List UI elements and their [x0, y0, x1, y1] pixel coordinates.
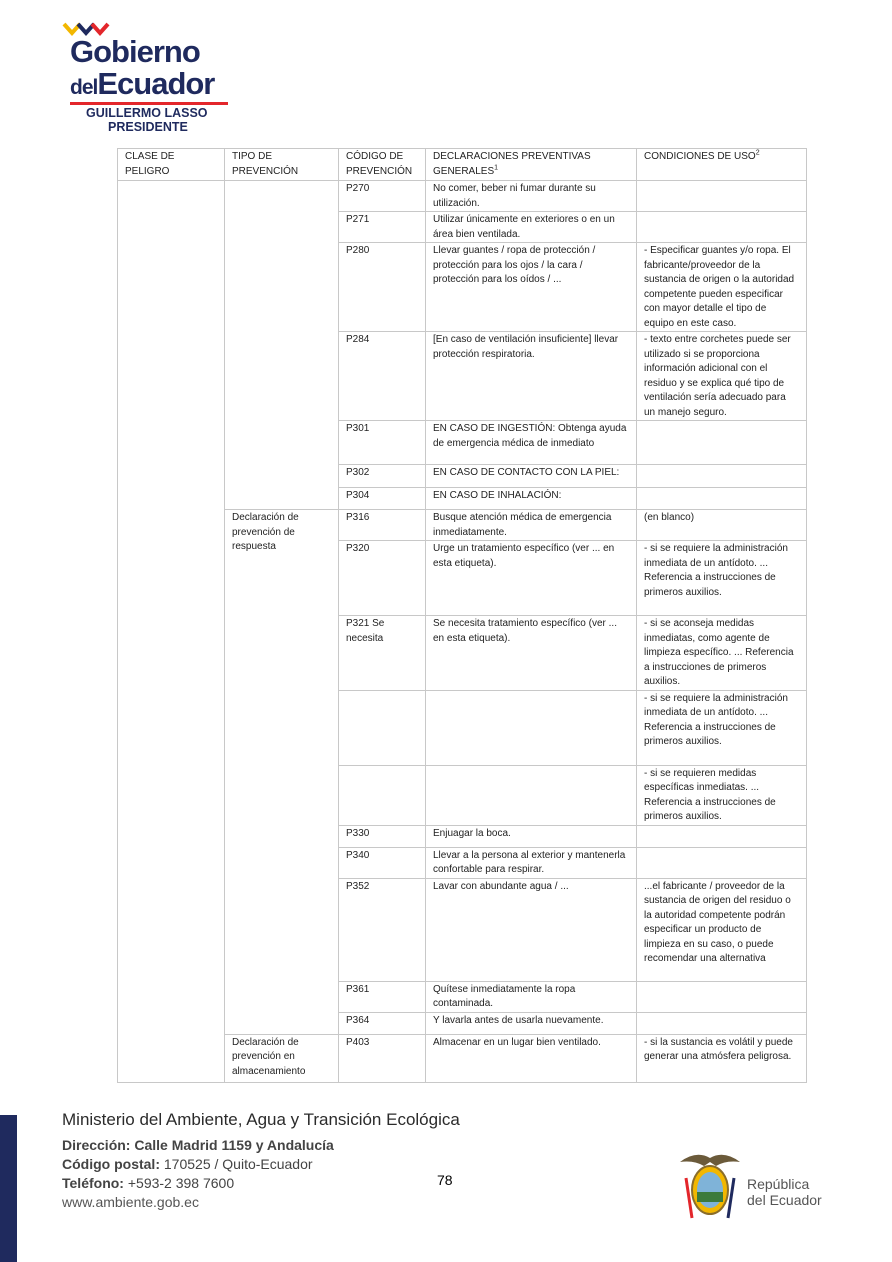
header-tipo: TIPO DE PREVENCIÓN: [225, 149, 339, 181]
condition-cell: (en blanco): [637, 510, 807, 541]
code-cell: P403: [339, 1034, 426, 1082]
condition-cell: [637, 488, 807, 510]
logo-ecuador-word: Ecuador: [97, 66, 215, 101]
code-cell: P304: [339, 488, 426, 510]
phone-value: +593-2 398 7600: [127, 1175, 235, 1191]
code-cell: P302: [339, 465, 426, 488]
statement-cell: Almacenar en un lugar bien ventilado.: [426, 1034, 637, 1082]
tipo-respuesta-cell: Declaración de prevención de respuesta: [225, 510, 339, 1035]
statement-cell: [En caso de ventilación insuficiente] llevar protección respiratoria.: [426, 332, 637, 421]
footer-address: [62, 1137, 334, 1153]
logo-del: del: [70, 76, 98, 99]
logo-ecuador: [70, 68, 214, 104]
statement-cell: Y lavarla antes de usarla nuevamente.: [426, 1012, 637, 1034]
statement-cell: Enjuagar la boca.: [426, 825, 637, 847]
header-condiciones-text: CONDICIONES DE USO: [644, 151, 756, 162]
statement-cell: Utilizar únicamente en exteriores o en un área bien ventilada.: [426, 212, 637, 243]
code-cell: P340: [339, 847, 426, 878]
president-name: GUILLERMO LASSO: [86, 106, 208, 120]
statement-cell: Se necesita tratamiento específico (ver ... en esta etiqueta).: [426, 616, 637, 691]
statement-cell: Llevar a la persona al exterior y mantenerla confortable para respirar.: [426, 847, 637, 878]
condition-cell: [637, 847, 807, 878]
table-header-row: [118, 149, 807, 181]
page-number: 78: [437, 1172, 453, 1188]
gobierno-logo: [62, 18, 242, 133]
code-cell: P364: [339, 1012, 426, 1034]
code-cell: P280: [339, 243, 426, 332]
code-cell: P352: [339, 878, 426, 981]
tipo-almacenamiento-cell: Declaración de prevención en almacenamiento: [225, 1034, 339, 1082]
condition-cell: [637, 981, 807, 1012]
postal-label: Código postal:: [62, 1156, 160, 1172]
condition-cell: - si se requiere la administración inmediata de un antídoto. ... Referencia a instrucciones de primeros auxilios.: [637, 541, 807, 616]
republic-line2: del Ecuador: [747, 1192, 822, 1208]
ministry-name: Ministerio del Ambiente, Agua y Transición Ecológica: [62, 1110, 460, 1129]
footer-website[interactable]: www.ambiente.gob.ec: [62, 1194, 199, 1210]
condition-cell: [637, 1012, 807, 1034]
condition-cell: - si se requieren medidas específicas inmediatas. ... Referencia a instrucciones de primeros auxilios.: [637, 765, 807, 825]
code-cell: P321 Se necesita: [339, 616, 426, 691]
code-cell: P361: [339, 981, 426, 1012]
statement-cell: Lavar con abundante agua / ...: [426, 878, 637, 981]
header-clase: CLASE DE PELIGRO: [118, 149, 225, 181]
header-codigo: CÓDIGO DE PREVENCIÓN: [339, 149, 426, 181]
code-cell: P316: [339, 510, 426, 541]
code-cell: P284: [339, 332, 426, 421]
code-cell: [339, 765, 426, 825]
statement-cell: Urge un tratamiento específico (ver ... en esta etiqueta).: [426, 541, 637, 616]
code-cell: P330: [339, 825, 426, 847]
footer-side-bar: [0, 1115, 17, 1262]
statement-cell: Busque atención médica de emergencia inmediatamente.: [426, 510, 637, 541]
precautionary-statements-table: [117, 148, 807, 1083]
phone-label: Teléfono:: [62, 1175, 124, 1191]
code-cell: P270: [339, 181, 426, 212]
condition-cell: - si se aconseja medidas inmediatas, como agente de limpieza específico. ... Referencia a instrucciones de primeros auxilios.: [637, 616, 807, 691]
address-value: Calle Madrid 1159 y Andalucía: [134, 1137, 334, 1153]
condition-cell: - si la sustancia es volátil y puede generar una atmósfera peligrosa.: [637, 1034, 807, 1082]
statement-cell: EN CASO DE INHALACIÓN:: [426, 488, 637, 510]
condition-cell: [637, 825, 807, 847]
condition-cell: - si se requiere la administración inmediata de un antídoto. ... Referencia a instrucciones de primeros auxilios.: [637, 690, 807, 765]
footnote-1: 1: [494, 164, 499, 172]
code-cell: [339, 690, 426, 765]
code-cell: P271: [339, 212, 426, 243]
statement-cell: [426, 765, 637, 825]
postal-value: 170525 / Quito-Ecuador: [163, 1156, 313, 1172]
statement-cell: EN CASO DE CONTACTO CON LA PIEL:: [426, 465, 637, 488]
code-cell: P301: [339, 421, 426, 465]
logo-gobierno: Gobierno: [70, 34, 200, 69]
condition-cell: - texto entre corchetes puede ser utilizado si se proporciona información adicional con el residuo y se explica qué tipo de ventilación sería adecuado para un manejo seguro.: [637, 332, 807, 421]
logo-red-rule: [70, 102, 228, 105]
footer-postal: [62, 1156, 313, 1172]
statement-cell: Llevar guantes / ropa de protección / protección para los ojos / la cara / protección para los oídos / ...: [426, 243, 637, 332]
statement-cell: [426, 690, 637, 765]
condition-cell: [637, 181, 807, 212]
president-title: PRESIDENTE: [108, 120, 188, 134]
condition-cell: ...el fabricante / proveedor de la sustancia de origen del residuo o la autoridad competente podrán especificar un producto de limpieza en su caso, o puede recomendar una alternativa: [637, 878, 807, 981]
condition-cell: - Especificar guantes y/o ropa. El fabricante/proveedor de la sustancia de origen o la autoridad competente pueden especificar con mayor detalle el tipo de equipo en este caso.: [637, 243, 807, 332]
statement-cell: Quítese inmediatamente la ropa contaminada.: [426, 981, 637, 1012]
header-declaraciones: [426, 149, 637, 181]
footnote-2: 2: [755, 149, 760, 157]
code-cell: P320: [339, 541, 426, 616]
condition-cell: [637, 465, 807, 488]
condition-cell: [637, 421, 807, 465]
footer-phone: [62, 1175, 234, 1191]
header-condiciones: [637, 149, 807, 181]
republic-wordmark: [747, 1176, 822, 1208]
coat-of-arms-icon: [676, 1148, 744, 1220]
statement-cell: No comer, beber ni fumar durante su utilización.: [426, 181, 637, 212]
statement-cell: EN CASO DE INGESTIÓN: Obtenga ayuda de emergencia médica de inmediato: [426, 421, 637, 465]
clase-cell: [118, 181, 225, 1083]
condition-cell: [637, 212, 807, 243]
address-label: Dirección:: [62, 1137, 131, 1153]
header-declaraciones-text: DECLARACIONES PREVENTIVAS GENERALES: [433, 151, 591, 177]
tipo-cell-empty: [225, 181, 339, 510]
republic-line1: República: [747, 1176, 810, 1192]
table-row: [118, 181, 807, 212]
